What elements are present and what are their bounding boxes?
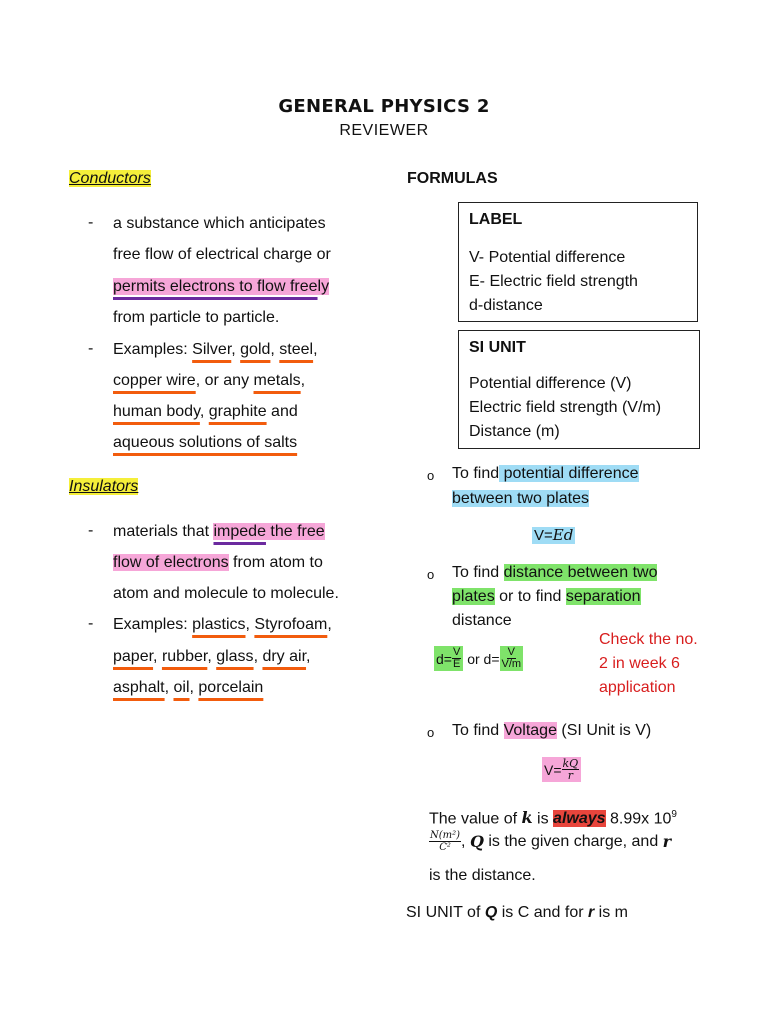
b2-line1: To find distance between two bbox=[452, 564, 658, 581]
si-unit-line: SI UNIT of Q is C and for r is m bbox=[406, 904, 629, 921]
b2-line2: plates or to find separation bbox=[452, 588, 641, 605]
bullet-dash: - bbox=[88, 615, 94, 632]
b2-line3: distance bbox=[452, 612, 512, 629]
conductor-examples-line3: human body, graphite and bbox=[113, 403, 298, 420]
formula-voltage: V= $\frac{kQ}{r}$ bbox=[542, 757, 581, 782]
conductor-examples-line1: Examples: Silver, gold, steel, bbox=[113, 341, 318, 358]
conductor-examples-line4: aqueous solutions of salts bbox=[113, 434, 298, 451]
formula-d: d= $\frac{V}{E}$ or d= $\frac{V}{V/m}$ bbox=[436, 646, 522, 670]
bullet-dash: - bbox=[88, 340, 94, 357]
insulator-def-line2: flow of electrons from atom to bbox=[113, 554, 323, 571]
label-box-head: LABEL bbox=[469, 211, 523, 228]
conductor-def-line4: from particle to particle. bbox=[113, 309, 280, 326]
label-line-d: d-distance bbox=[469, 297, 543, 314]
circle-bullet-icon: o bbox=[427, 725, 435, 740]
insulators-heading: Insulators bbox=[69, 478, 139, 495]
si-line-e: Electric field strength (V/m) bbox=[469, 399, 662, 416]
conductor-def-line1: a substance which anticipates bbox=[113, 215, 326, 232]
value-line1: The value of k is always 8.99x $10^9$ bbox=[429, 808, 677, 828]
si-line-v: Potential difference (V) bbox=[469, 375, 632, 392]
si-line-d: Distance (m) bbox=[469, 423, 560, 440]
insulator-def-line1: materials that impede the free bbox=[113, 523, 325, 540]
conductors-heading: Conductors bbox=[69, 170, 151, 187]
insulator-examples-line2: paper, rubber, glass, dry air, bbox=[113, 648, 311, 665]
check-note: Check the no. 2 in week 6 application bbox=[599, 631, 698, 696]
bullet-dash: - bbox=[88, 214, 94, 231]
formula-v-ed: V=Ed bbox=[534, 526, 574, 544]
insulator-examples-line1: Examples: plastics, Styrofoam, bbox=[113, 616, 332, 633]
value-line3: is the distance. bbox=[429, 867, 536, 884]
label-line-e: E- Electric field strength bbox=[469, 273, 638, 290]
conductor-def-line3: permits electrons to flow freely bbox=[113, 278, 330, 295]
conductor-examples-line2: copper wire, or any metals, bbox=[113, 372, 306, 389]
si-unit-box bbox=[458, 330, 700, 449]
circle-bullet-icon: o bbox=[427, 468, 435, 483]
b1-line2: between two plates bbox=[452, 490, 589, 507]
conductor-def-line2: free flow of electrical charge or bbox=[113, 246, 331, 263]
circle-bullet-icon: o bbox=[427, 567, 435, 582]
bullet-dash: - bbox=[88, 522, 94, 539]
b3-line1: To find Voltage (SI Unit is V) bbox=[452, 722, 652, 739]
page-subtitle: REVIEWER bbox=[339, 122, 429, 139]
formulas-heading: FORMULAS bbox=[407, 170, 498, 187]
page-title: GENERAL PHYSICS 2 bbox=[278, 96, 490, 117]
b1-line1: To find potential difference bbox=[452, 465, 639, 482]
insulator-examples-line3: asphalt, oil, porcelain bbox=[113, 679, 264, 696]
si-box-head: SI UNIT bbox=[469, 339, 526, 356]
insulator-def-line3: atom and molecule to molecule. bbox=[113, 585, 339, 602]
label-box bbox=[458, 202, 698, 322]
label-line-v: V- Potential difference bbox=[469, 249, 626, 266]
value-line2: $\frac{\text{N(m²)}}{\text{C²}}$ , Q is the given charge, and r bbox=[430, 830, 672, 853]
